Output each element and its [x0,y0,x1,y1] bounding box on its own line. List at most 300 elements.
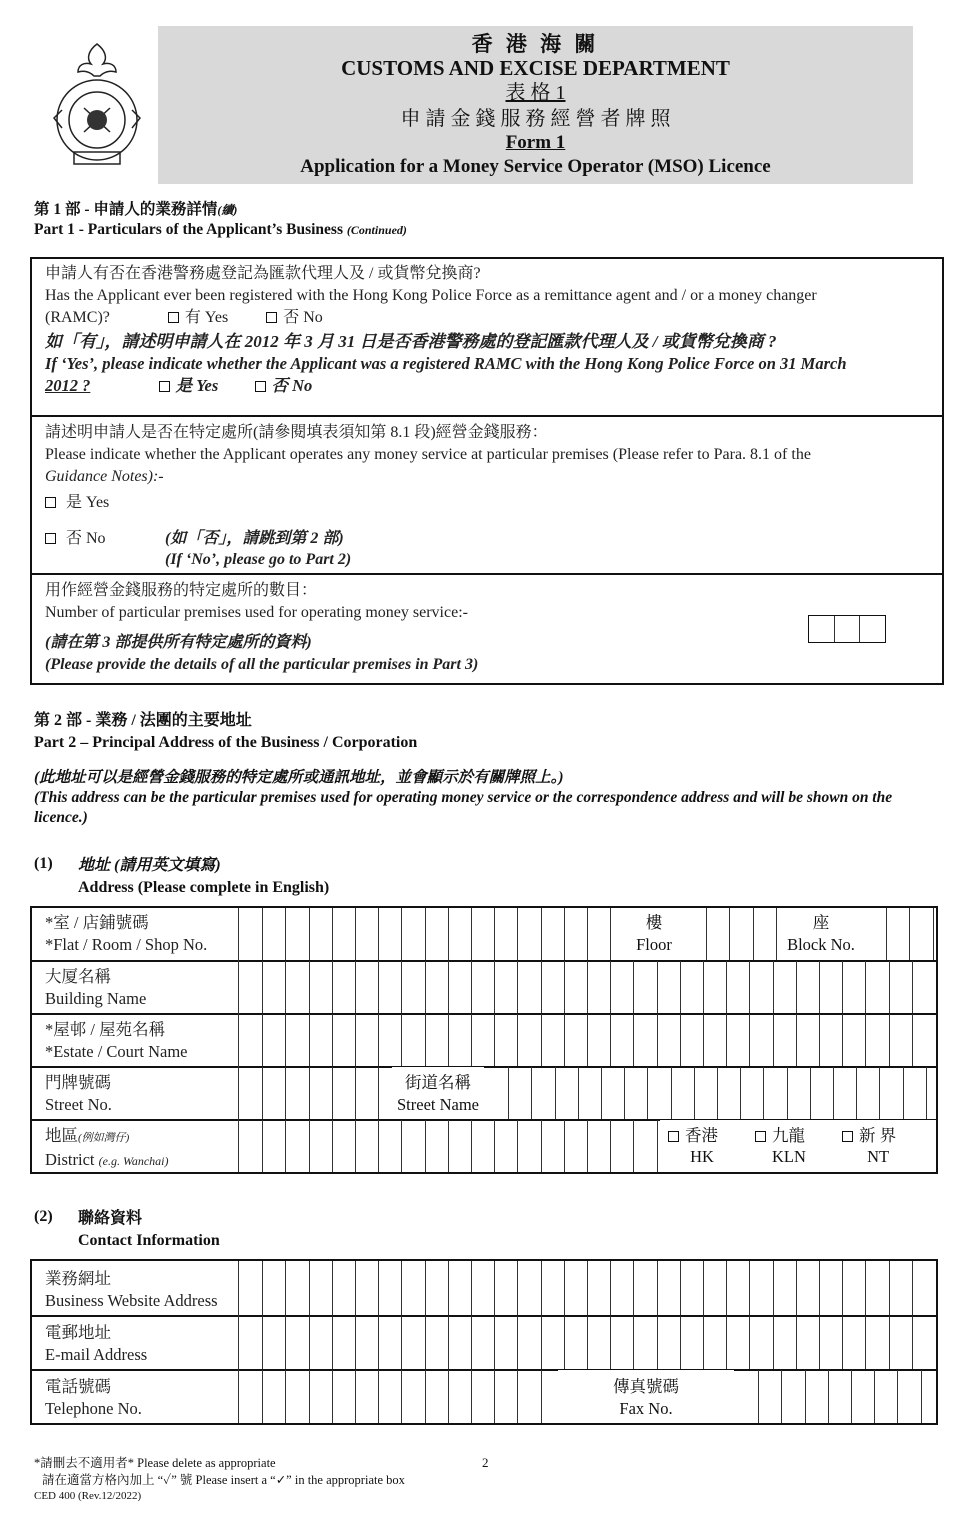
street-no-label-zh: 門牌號碼 [45,1073,111,1092]
char-box-divider [309,1261,310,1315]
address-heading-zh: 地址 (請用英文填寫) [78,857,221,874]
email-input[interactable] [239,1316,936,1369]
page-number: 2 [482,1455,489,1470]
char-box-divider [912,1014,913,1066]
char-box-divider [633,1261,634,1315]
region-nt-en: NT [867,1147,890,1166]
char-box-divider [425,1120,426,1172]
char-box-divider [401,1316,402,1369]
char-box-divider [262,1316,263,1369]
char-box-divider [624,1067,625,1119]
email-label-en: E-mail Address [45,1345,148,1364]
char-box-divider [819,1261,820,1315]
block-label-en: Block No. [787,935,855,954]
q1-sub-no-checkbox[interactable] [255,381,266,392]
char-box-divider [796,1316,797,1369]
region-hk-checkbox[interactable] [668,1131,679,1142]
char-box-divider [285,961,286,1013]
district-label-zh: 地區 [45,1126,78,1145]
char-box-divider [763,1067,764,1119]
part2-heading [34,710,417,754]
char-box-divider [610,908,611,960]
q3-en: Number of particular premises used for operating money service:- [45,604,468,621]
char-box-divider [378,1261,379,1315]
char-box-divider [309,1120,310,1172]
street-name-input[interactable] [485,1067,936,1119]
region-kln-zh: 九龍 [771,1126,805,1145]
block-input[interactable] [863,908,936,960]
telephone-label-zh: 電話號碼 [45,1377,111,1396]
char-box-divider [262,1261,263,1315]
telephone-input[interactable] [239,1370,557,1423]
q1-sub-yes-checkbox[interactable] [159,381,170,392]
q2-yes-label: 是 Yes [66,494,110,511]
char-box-divider [471,1316,472,1369]
char-box-divider [703,961,704,1013]
region-kln-checkbox[interactable] [755,1131,766,1142]
char-box-divider [541,961,542,1013]
char-box-divider [448,1316,449,1369]
block-label [780,908,862,960]
char-box-divider [262,961,263,1013]
char-box-divider [657,1014,658,1066]
estate-label-en: *Estate / Court Name [45,1042,188,1061]
char-box-divider [578,1067,579,1119]
q2-en-line2: Guidance Notes):- [45,468,164,485]
char-box-divider [749,961,750,1013]
char-box-divider [796,961,797,1013]
char-box-divider [819,961,820,1013]
q2-yes-checkbox[interactable] [45,497,56,508]
char-box-divider [865,1316,866,1369]
fax-label-en: Fax No. [619,1399,673,1418]
char-box-divider [842,1261,843,1315]
region-nt-checkbox[interactable] [842,1131,853,1142]
char-box-divider [471,961,472,1013]
char-box-divider [564,1261,565,1315]
address-number: (1) [34,855,53,872]
char-box-divider [671,1067,672,1119]
address-heading [78,855,329,899]
char-box-divider [448,961,449,1013]
char-box-divider [494,961,495,1013]
char-box-divider [680,961,681,1013]
char-box-divider [889,1014,890,1066]
region-hk-zh: 香港 [685,1126,718,1145]
telephone-label-en: Telephone No. [45,1399,142,1418]
q1-sub-yes-label: 是 Yes [175,376,219,395]
char-box-divider [680,1261,681,1315]
char-box-divider [262,1370,263,1423]
region-kln[interactable] [754,1125,806,1167]
char-box-divider [657,1261,658,1315]
estate-input[interactable] [239,1014,936,1066]
char-box-divider [309,1067,310,1119]
char-box-divider [508,1067,509,1119]
website-label-zh: 業務網址 [45,1269,111,1288]
char-box-divider [401,1120,402,1172]
char-box-divider [889,1316,890,1369]
street-name-label [392,1067,484,1119]
char-box-divider [758,1370,759,1423]
char-box-divider [541,1014,542,1066]
char-box-divider [587,961,588,1013]
q1-no-label: 否 No [283,309,323,326]
char-box-divider [355,1067,356,1119]
char-box-divider [587,1120,588,1172]
q1-sub-en-line1: If ‘Yes’, please indicate whether the Applicant was a registered RAMC with the Hong Kong Police Force on 31 March [45,354,847,373]
char-box-divider [285,1120,286,1172]
fax-input[interactable] [735,1370,936,1423]
char-box-divider [517,961,518,1013]
fax-label [558,1370,734,1423]
char-box-divider [633,1120,634,1172]
website-label-en: Business Website Address [45,1291,218,1310]
floor-label-en: Floor [636,935,672,954]
char-box-divider [494,1120,495,1172]
char-box-divider [819,1316,820,1369]
char-box-divider [401,1014,402,1066]
contact-heading-en: Contact Information [78,1232,220,1249]
char-box-divider [494,1316,495,1369]
char-box-divider [886,908,887,960]
char-box-divider [401,1370,402,1423]
flat-label-en: *Flat / Room / Shop No. [45,935,208,954]
website-label [45,1268,218,1312]
char-box-divider [703,1316,704,1369]
address-table [30,906,938,1174]
q3-block [45,580,805,676]
char-box-divider [610,1316,611,1369]
char-box-divider [471,1014,472,1066]
char-box-divider [610,961,611,1013]
char-box-divider [332,961,333,1013]
char-box-divider [309,961,310,1013]
q1-yes-label: 有 Yes [184,309,229,326]
char-box-divider [726,1014,727,1066]
q2-en-line1: Please indicate whether the Applicant operates any money service at particular premises (Please refer to Para. 8.1 of the [45,446,811,463]
char-box-divider [703,1261,704,1315]
char-box-divider [773,1316,774,1369]
char-box-divider [471,1261,472,1315]
contact-number: (2) [34,1208,53,1225]
district-label-en: District [45,1150,95,1169]
char-box-divider [564,1120,565,1172]
char-box-divider [494,1261,495,1315]
char-box-divider [332,1014,333,1066]
char-box-divider [555,1067,556,1119]
flat-label [45,912,207,956]
char-box-divider [633,1316,634,1369]
char-box-divider [332,1316,333,1369]
char-box-divider [805,1370,806,1423]
char-box-divider [587,1316,588,1369]
char-box-divider [587,908,588,960]
customs-crest-icon [44,40,150,166]
char-box-divider [787,1067,788,1119]
building-label-en: Building Name [45,989,147,1008]
char-box-divider [262,908,263,960]
q3-zh: 用作經營金錢服務的特定處所的數目： [45,582,318,599]
char-box-divider [749,1316,750,1369]
char-box-divider [796,1014,797,1066]
char-box-divider [828,1370,829,1423]
q2-no-note-zh: (如「否」，請跳到第 2 部) [165,530,344,547]
char-box-divider [309,1316,310,1369]
dept-name-zh: 香 港 海 關 [471,32,600,56]
address-heading-en: Address (Please complete in English) [78,879,330,896]
char-box-divider [517,1316,518,1369]
char-box-divider [865,1261,866,1315]
char-box-divider [610,1261,611,1315]
q1-no-checkbox[interactable] [266,312,277,323]
char-box-divider [587,1014,588,1066]
char-box-divider [285,908,286,960]
char-box-divider [833,1067,834,1119]
char-box-divider [355,961,356,1013]
part1-cont-zh: (續) [217,203,238,217]
contact-heading [78,1208,220,1252]
char-box-divider [541,1316,542,1369]
char-box-divider [912,1261,913,1315]
char-box-divider [425,1014,426,1066]
char-box-divider [448,908,449,960]
part1-heading [34,200,407,240]
part1-cont-en: (Continued) [346,223,407,237]
char-box-divider [355,1261,356,1315]
char-box-divider [471,1370,472,1423]
char-box-divider [781,1370,782,1423]
char-box-divider [448,1261,449,1315]
street-no-label-en: Street No. [45,1095,112,1114]
header-banner [158,26,913,184]
char-box-divider [680,1014,681,1066]
char-box-divider [796,1261,797,1315]
char-box-divider [517,1120,518,1172]
char-box-divider [541,908,542,960]
char-box-divider [909,908,910,960]
char-box-divider [332,1120,333,1172]
char-box-divider [285,1370,286,1423]
building-label [45,966,146,1010]
q2-no-label: 否 No [66,530,106,547]
char-box-divider [531,1067,532,1119]
part2-heading-en: Part 2 – Principal Address of the Business / Corporation [34,734,418,751]
char-box-divider [401,1261,402,1315]
street-no-input[interactable] [239,1067,391,1119]
char-box-divider [897,1370,898,1423]
email-label [45,1322,147,1366]
region-nt-zh: 新 界 [859,1126,897,1145]
district-input[interactable] [239,1120,659,1172]
q2-zh: 請述明申請人是否在特定處所(請參閱填表須知第 8.1 段)經營金錢服務： [45,424,548,441]
char-box-divider [262,1067,263,1119]
q3-note-zh: (請在第 3 部提供所有特定處所的資料) [45,634,312,651]
char-box-divider [309,1014,310,1066]
char-box-divider [262,1120,263,1172]
char-box-divider [842,1014,843,1066]
char-box-divider [903,1067,904,1119]
char-box-divider [879,1067,880,1119]
dept-name-en: CUSTOMS AND EXCISE DEPARTMENT [341,56,730,80]
region-nt[interactable] [842,1125,896,1167]
floor-input[interactable] [683,908,779,960]
char-box-divider [309,1370,310,1423]
fax-label-zh: 傳真號碼 [613,1377,679,1396]
char-box-divider [494,1370,495,1423]
char-box-divider [378,1067,379,1119]
region-hk[interactable] [668,1125,718,1167]
q2-no-checkbox[interactable] [45,533,56,544]
char-box-divider [856,1067,857,1119]
part2-note-en: (This address can be the particular premises used for operating money service or the correspondence address and will be shown on the licence.) [34,789,893,826]
char-box-divider [926,1067,927,1119]
char-box-divider [285,1067,286,1119]
district-label [45,1125,169,1172]
char-box-divider [694,1067,695,1119]
char-box-divider [773,1261,774,1315]
premises-count-input[interactable] [808,615,886,643]
char-box-divider [706,908,707,960]
q1-en-line2: (RAMC)? [45,309,110,326]
char-box-divider [726,1261,727,1315]
form-title-zh: 申 請 金 錢 服 務 經 營 者 牌 照 [400,108,671,130]
char-box-divider [285,1316,286,1369]
form-number-zh: 表 格 1 [505,82,566,104]
char-box-divider [933,908,934,960]
char-box-divider [401,961,402,1013]
form-title-en: Application for a Money Service Operator (MSO) Licence [300,156,771,177]
char-box-divider [842,961,843,1013]
char-box-divider [610,1014,611,1066]
char-box-divider [865,961,866,1013]
floor-label-zh: 樓 [645,913,663,932]
char-box-divider [647,1067,648,1119]
char-box-divider [517,1261,518,1315]
char-box-divider [633,961,634,1013]
char-box-divider [517,1014,518,1066]
street-no-label [45,1072,112,1116]
char-box-divider [425,1316,426,1369]
char-box-divider [842,1316,843,1369]
footer-notes [34,1455,405,1503]
block-label-zh: 座 [812,913,830,932]
email-label-zh: 電郵地址 [45,1323,111,1342]
char-box-divider [564,1014,565,1066]
char-box-divider [332,1067,333,1119]
district-example-zh: (例如灣仔) [78,1132,130,1144]
char-box-divider [912,961,913,1013]
q1-block [45,263,935,397]
char-box-divider [851,1370,852,1423]
char-box-divider [889,961,890,1013]
street-name-label-zh: 街道名稱 [405,1073,471,1092]
char-box-divider [657,1316,658,1369]
part2-heading-zh: 第 2 部 - 業務 / 法團的主要地址 [34,712,252,729]
char-box-divider [355,1014,356,1066]
char-box-divider [773,1014,774,1066]
char-box-divider [262,1014,263,1066]
region-options [660,1120,936,1172]
char-box-divider [921,1370,922,1423]
char-box-divider [448,1370,449,1423]
estate-label-zh: *屋邨 / 屋苑名稱 [45,1020,166,1039]
char-box-divider [355,1370,356,1423]
char-box-divider [740,1067,741,1119]
estate-label [45,1019,188,1063]
char-box-divider [564,1316,565,1369]
website-input[interactable] [239,1261,936,1315]
char-box-divider [378,1120,379,1172]
q1-yes-checkbox[interactable] [168,312,179,323]
char-box-divider [753,908,754,960]
char-box-divider [889,1261,890,1315]
char-box-divider [517,908,518,960]
char-box-divider [355,908,356,960]
char-box-divider [448,1120,449,1172]
char-box-divider [564,961,565,1013]
footer-note-tick: 請在適當方格內加上 “✓” 號 Please insert a “✓” in the appropriate box [42,1473,405,1487]
part1-box [30,257,944,685]
q1-en-line1: Has the Applicant ever been registered with the Hong Kong Police Force as a remittance agent and / or a money changer [45,287,817,304]
char-box-divider [378,961,379,1013]
telephone-label [45,1376,142,1420]
building-input[interactable] [239,961,936,1013]
q2-block [45,422,935,568]
char-box-divider [874,1370,875,1423]
char-box-divider [865,1014,866,1066]
part2-note [34,768,939,828]
char-box-divider [332,1261,333,1315]
footer-note-delete: *請刪去不適用者* Please delete as appropriate [34,1456,276,1470]
char-box-divider [776,908,777,960]
char-box-divider [425,1370,426,1423]
region-kln-en: KLN [772,1147,806,1166]
q2-no-note-en: (If ‘No’, please go to Part 2) [165,551,352,568]
char-box-divider [494,908,495,960]
char-box-divider [448,1014,449,1066]
q1-zh: 申請人有否在香港警務處登記為匯款代理人及 / 或貨幣兌換商? [45,265,481,282]
char-box-divider [726,1316,727,1369]
char-box-divider [285,1261,286,1315]
char-box-divider [717,1067,718,1119]
q3-note-en: (Please provide the details of all the particular premises in Part 3) [45,656,479,673]
q1-sub-en-line2: 2012 ? [45,376,91,395]
char-box-divider [657,1120,658,1172]
q1-sub-zh: 如「有」，請述明申請人在 2012 年 3 月 31 日是否香港警務處的登記匯款代理人及 / 或貨幣兌換商 ? [45,332,777,351]
char-box-divider [601,1067,602,1119]
part2-note-zh: (此地址可以是經營金錢服務的特定處所或通訊地址，並會顯示於有關牌照上。) [34,769,564,786]
char-box-divider [494,1014,495,1066]
char-box-divider [355,1120,356,1172]
char-box-divider [425,961,426,1013]
q1-sub-no-label: 否 No [271,376,313,395]
char-box-divider [726,961,727,1013]
char-box-divider [285,1014,286,1066]
flat-label-zh: *室 / 店鋪號碼 [45,913,149,932]
flat-input[interactable] [239,908,625,960]
contact-heading-zh: 聯絡資料 [78,1210,143,1227]
char-box-divider [541,1261,542,1315]
char-box-divider [378,1014,379,1066]
street-name-label-en: Street Name [396,1095,479,1114]
char-box-divider [471,1120,472,1172]
form-code: CED 400 (Rev.12/2022) [34,1490,142,1502]
char-box-divider [912,1316,913,1369]
char-box-divider [332,908,333,960]
char-box-divider [471,908,472,960]
char-box-divider [749,1014,750,1066]
